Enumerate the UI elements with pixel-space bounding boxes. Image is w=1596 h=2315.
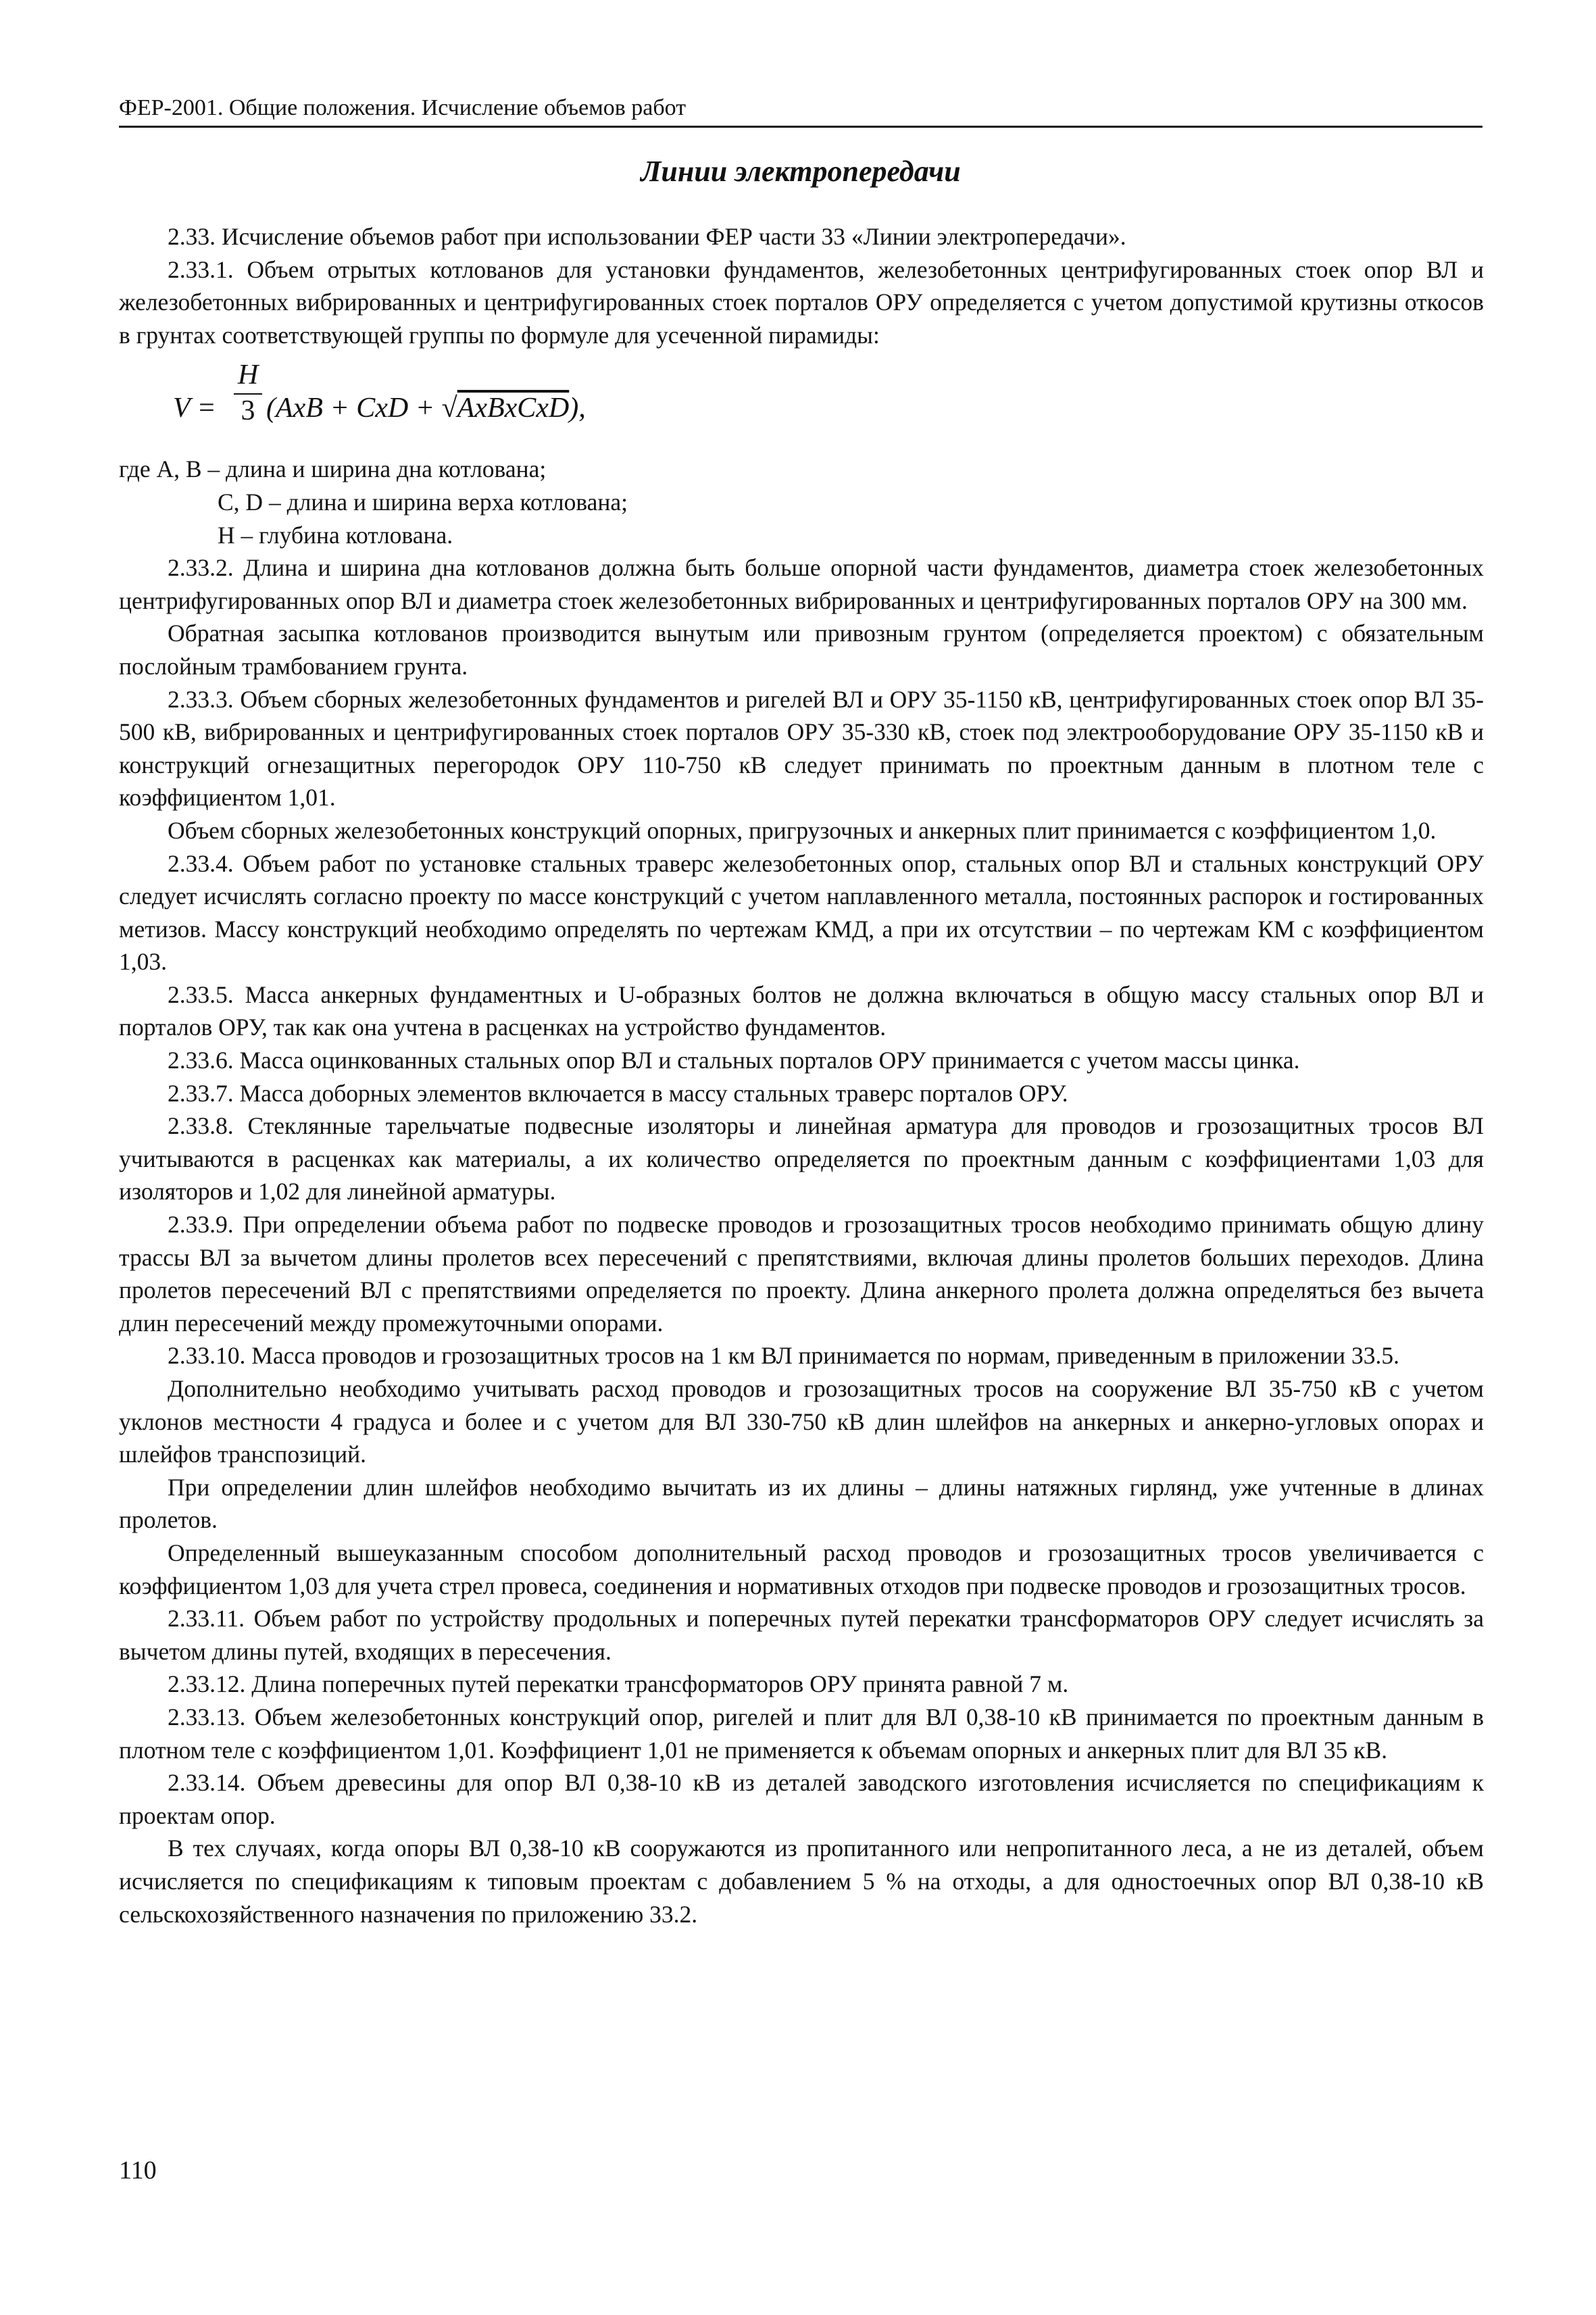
paragraph: Дополнительно необходимо учитывать расход проводов и грозозащитных тросов на сооружение ВЛ 35-750 кВ с учетом уклонов местности 4 градуса и более и с учетом для ВЛ 330-750 кВ длин шлейфов на анкерных и анкерно-угловых опорах и шлейфов транспозиций. xyxy=(119,1375,1484,1468)
running-header: ФЕР-2001. Общие положения. Исчисление объемов работ xyxy=(119,93,1482,128)
section-title: Линии электропередачи xyxy=(641,155,961,188)
paragraph: 2.33.12. Длина поперечных путей перекатки трансформаторов ОРУ принята равной 7 м. xyxy=(168,1670,1069,1698)
paragraph: 2.33.1. Объем отрытых котлованов для установки фундаментов, железобетонных центрифугированных стоек опор ВЛ и железобетонных вибрированных и центрифугированных стоек порталов ОРУ определяется с учетом допустимой крутизны откосов в грунтах соответствующей группы по формуле для усеченной пирамиды: xyxy=(119,255,1484,349)
paragraph: 2.33.9. При определении объема работ по подвеске проводов и грозозащитных тросов необходимо принимать общую длину трассы ВЛ за вычетом длины пролетов всех пересечений с препятствиями, включая длины пролетов больших переходов. Длина пролетов пересечений ВЛ с препятствиями определяется по проекту. Длина анкерного пролета должна определяться без вычета длин пересечений между промежуточными опорами. xyxy=(119,1211,1484,1337)
formula xyxy=(119,351,1484,453)
paragraph: 2.33.4. Объем работ по установке стальных траверс железобетонных опор, стальных опор ВЛ и стальных конструкций ОРУ следует исчислять согласно проекту по массе конструкций с учетом наплавленного металла, постоянных распорок и гостированных метизов. Массу конструкций необходимо определять по чертежам КМД, а при их отсутствии – по чертежам КМ с коэффициентом 1,03. xyxy=(119,849,1484,976)
paragraph: Объем сборных железобетонных конструкций опорных, пригрузочных и анкерных плит принимается с коэффициентом 1,0. xyxy=(168,816,1437,844)
page-number: 110 xyxy=(119,2156,157,2185)
paragraph: 2.33.6. Масса оцинкованных стальных опор ВЛ и стальных порталов ОРУ принимается с учетом массы цинка. xyxy=(168,1047,1300,1074)
definition-line: С, D – длина и ширина верха котлована; xyxy=(218,488,628,516)
formula-rhs-close: ), xyxy=(569,393,586,424)
formula-numerator: H xyxy=(234,357,262,395)
formula-root: AxBxCxD xyxy=(457,393,570,424)
paragraph: 2.33.5. Масса анкерных фундаментных и U-образных болтов не должна включаться в общую массу стальных опор ВЛ и порталов ОРУ, так как она учтена в расценках на устройство фундаментов. xyxy=(119,980,1484,1041)
paragraph: В тех случаях, когда опоры ВЛ 0,38-10 кВ сооружаются из пропитанного или непропитанного леса, а не из деталей, объем исчисляется по спецификациям к типовым проектам с добавлением 5 % на отходы, а для одностоечных опор ВЛ 0,38-10 кВ сельскохозяйственного назначения по приложению 33.2. xyxy=(119,1835,1484,1928)
paragraph: Определенный вышеуказанным способом дополнительный расход проводов и грозозащитных тросов увеличивается с коэффициентом 1,03 для учета стрел провеса, соединения и нормативных отходов при подвеске проводов и грозозащитных тросов. xyxy=(119,1539,1484,1599)
paragraph: 2.33.2. Длина и ширина дна котлованов должна быть больше опорной части фундаментов, диаметра стоек железобетонных центрифугированных опор ВЛ и диаметра стоек железобетонных вибрированных и центрифугированных порталов ОРУ на 300 мм. xyxy=(119,554,1484,614)
formula-lhs: V = xyxy=(173,393,216,424)
paragraph: 2.33.11. Объем работ по устройству продольных и поперечных путей перекатки трансформаторов ОРУ следует исчислять за вычетом длины путей, входящих в пересечения. xyxy=(119,1605,1484,1665)
paragraph: 2.33.13. Объем железобетонных конструкций опор, ригелей и плит для ВЛ 0,38-10 кВ принимается по проектным данным в плотном теле с коэффициентом 1,01. Коэффициент 1,01 не применяется к объемам опорных и анкерных плит для ВЛ 35 кВ. xyxy=(119,1703,1484,1764)
formula-rhs xyxy=(266,392,586,425)
formula-fraction xyxy=(234,357,262,427)
paragraph: 2.33.7. Масса доборных элементов включается в массу стальных траверс порталов ОРУ. xyxy=(168,1079,1068,1107)
document-body xyxy=(119,220,1484,1931)
definition-line: Н – глубина котлована. xyxy=(218,521,453,549)
formula-rhs-open: (AxB + CxD + √ xyxy=(266,393,457,424)
paragraph: При определении длин шлейфов необходимо вычитать из их длины – длины натяжных гирлянд, уже учтенные в длинах пролетов. xyxy=(119,1473,1484,1534)
formula-definitions xyxy=(119,453,1484,551)
paragraph: 2.33.14. Объем древесины для опор ВЛ 0,38-10 кВ из деталей заводского изготовления исчисляется по спецификациям к проектам опор. xyxy=(119,1769,1484,1829)
paragraph: 2.33.8. Стеклянные тарельчатые подвесные изоляторы и линейная арматура для проводов и грозозащитных тросов ВЛ учитываются в расценках как материалы, а их количество определяется по проектным данным с коэффициентами 1,03 для изоляторов и 1,02 для линейной арматуры. xyxy=(119,1112,1484,1205)
paragraph: 2.33.3. Объем сборных железобетонных фундаментов и ригелей ВЛ и ОРУ 35-1150 кВ, центрифугированных стоек опор ВЛ 35-500 кВ, вибрированных и центрифугированных стоек порталов ОРУ 35-330 кВ, стоек под электрооборудование ОРУ 35-1150 кВ и конструкций огнезащитных перегородок ОРУ 110-750 кВ следует принимать по проектным данным в плотном теле с коэффициентом 1,01. xyxy=(119,685,1484,812)
formula-denominator: 3 xyxy=(241,395,255,427)
paragraph: 2.33. Исчисление объемов работ при использовании ФЕР части 33 «Линии электропередачи». xyxy=(168,223,1126,250)
definition-line: где А, В – длина и ширина дна котлована; xyxy=(119,455,547,483)
paragraph: 2.33.10. Масса проводов и грозозащитных тросов на 1 км ВЛ принимается по нормам, приведенным в приложении 33.5. xyxy=(168,1342,1399,1370)
paragraph: Обратная засыпка котлованов производится вынутым или привозным грунтом (определяется проектом) с обязательным послойным трамбованием грунта. xyxy=(119,620,1484,680)
